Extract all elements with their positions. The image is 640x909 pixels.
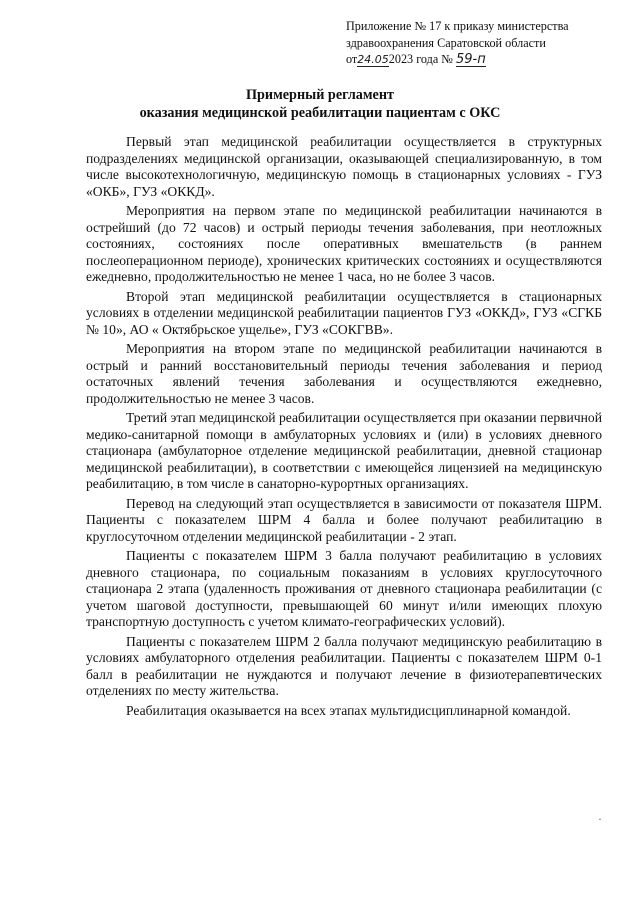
document-body bbox=[86, 134, 602, 722]
header-date-suffix: 2023 года № bbox=[388, 52, 453, 66]
header-line-1: Приложение № 17 к приказу министерства bbox=[346, 19, 569, 33]
header-line-2: здравоохранения Саратовской области bbox=[346, 35, 546, 50]
title-line-1: Примерный регламент bbox=[246, 87, 394, 103]
document-title bbox=[0, 86, 640, 122]
paragraph: Пациенты с показателем ШРМ 2 балла получают медицинскую реабилитацию в условиях амбулаторного отделения реабилитации. Пациенты с показателем ШРМ 0-1 балл в реабилитации не нуждаются и получают лечение в физиотерапевтических отделениях по месту жительства. bbox=[86, 633, 602, 698]
paragraph: Реабилитация оказывается на всех этапах мультидисциплинарной командой. bbox=[126, 702, 571, 718]
paragraph: Пациенты с показателем ШРМ 3 балла получают реабилитацию в условиях дневного стационара, по социальным показаниям в условиях круглосуточного стационара 2 этапа (удаленность проживания от дневного стационара реабилитации (с учетом шаговой доступности, превышающей 60 минут и/или имеющих плохую транспортную доступность с учетом климато-географических условий). bbox=[86, 548, 602, 629]
paragraph: Первый этап медицинской реабилитации осуществляется в структурных подразделениях медицинской организации, оказывающей специализированную, в том числе высокотехнологичную, медицинскую помощь в стационарных условиях - ГУЗ «ОКБ», ГУЗ «ОККД». bbox=[86, 134, 602, 199]
paragraph: Мероприятия на первом этапе по медицинской реабилитации начинаются в острейший (до 72 часов) и острый периоды течения заболевания, при неотложных состояниях, состояниях после оперативных вмешательств (в раннем послеоперационном периоде), хронических критических состояниях и осуществляются ежедневно, продолжительностью не менее 1 часа, но не более 3 часов. bbox=[86, 203, 602, 284]
header-line-3 bbox=[346, 51, 606, 68]
stray-mark: · bbox=[598, 812, 602, 826]
paragraph: Второй этап медицинской реабилитации осуществляется в стационарных условиях в отделении медицинской реабилитации пациентов ГУЗ «ОККД», ГУЗ «СГКБ № 10», АО « Октябрьское ущелье», ГУЗ «СОКГВВ». bbox=[86, 288, 602, 337]
appendix-header bbox=[346, 18, 606, 68]
paragraph: Перевод на следующий этап осуществляется в зависимости от показателя ШРМ. Пациенты с показателем ШРМ 4 балла и более получают реабилитацию в круглосуточном отделении медицинской реабилитации - 2 этап. bbox=[86, 495, 602, 544]
handwritten-order-number: 59-п bbox=[455, 52, 486, 67]
paragraph: Мероприятия на втором этапе по медицинской реабилитации начинаются в острый и ранний восстановительный периоды течения заболевания и период остаточных явлений течения заболевания и осуществляются ежедневно, продолжительностью не менее 3 часов. bbox=[86, 341, 602, 406]
handwritten-date: 24.05 bbox=[357, 53, 389, 66]
header-date-prefix: от bbox=[346, 52, 358, 66]
paragraph: Третий этап медицинской реабилитации осуществляется при оказании первичной медико-санитарной помощи в амбулаторных условиях и (или) в условиях дневного стационара (амбулаторное отделение медицинской реабилитации, дневной стационар медицинской реабилитации), в соответствии с имеющейся лицензией на медицинскую реабилитацию, в том числе в санаторно-курортных организациях. bbox=[86, 410, 602, 491]
title-line-2: оказания медицинской реабилитации пациентам с ОКС bbox=[139, 105, 501, 121]
